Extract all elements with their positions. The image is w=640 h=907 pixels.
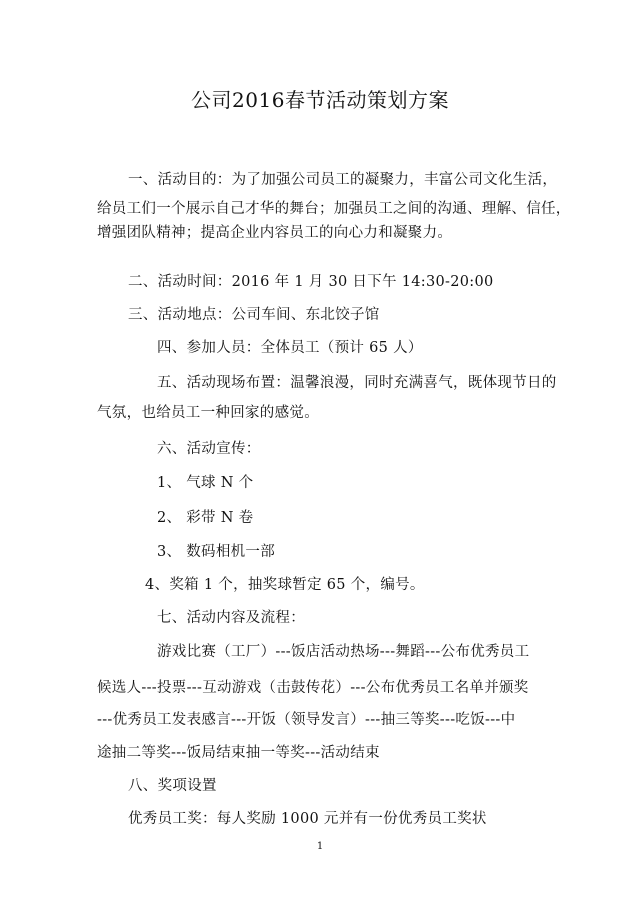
- document-title: 公司2016春节活动策划方案: [191, 88, 449, 112]
- list-item-ribbons: 2、 彩带 N 卷: [157, 510, 254, 526]
- paragraph-awards-heading: 八、奖项设置: [128, 778, 217, 794]
- paragraph-purpose-line-3: 增强团队精神；提高企业内容员工的向心力和凝聚力。: [97, 225, 453, 241]
- list-item-balloons: 1、 气球 N 个: [157, 475, 254, 491]
- paragraph-venue-line-1: 五、活动现场布置：温馨浪漫，同时充满喜气，既体现节日的: [157, 375, 557, 391]
- paragraph-flow-line-2: 候选人---投票---互动游戏（击鼓传花）---公布优秀员工名单并颁奖: [97, 680, 529, 696]
- paragraph-participants: 四、参加人员：全体员工（预计 65 人）: [157, 340, 423, 356]
- list-item-lottery-box: 4、奖箱 1 个，抽奖球暂定 65 个，编号。: [145, 577, 425, 593]
- paragraph-venue-line-2: 气氛，也给员工一种回家的感觉。: [97, 405, 319, 421]
- paragraph-purpose-line-1: 一、活动目的：为了加强公司员工的凝聚力，丰富公司文化生活，: [128, 172, 558, 188]
- paragraph-content-heading: 七、活动内容及流程：: [157, 610, 305, 626]
- paragraph-awards-detail: 优秀员工奖：每人奖励 1000 元并有一份优秀员工奖状: [128, 811, 487, 827]
- paragraph-flow-line-3: ---优秀员工发表感言---开饭（领导发言）---抽三等奖---吃饭---中: [97, 712, 516, 728]
- paragraph-location: 三、活动地点：公司车间、东北饺子馆: [128, 307, 380, 323]
- paragraph-flow-line-1: 游戏比赛（工厂）---饭店活动热场---舞蹈---公布优秀员工: [157, 644, 530, 660]
- paragraph-flow-line-4: 途抽二等奖---饭局结束抽一等奖---活动结束: [97, 745, 380, 761]
- paragraph-time: 二、活动时间：2016 年 1 月 30 日下午 14:30-20:00: [128, 274, 494, 290]
- page-number: 1: [316, 841, 324, 852]
- paragraph-promotion-heading: 六、活动宣传：: [157, 441, 261, 457]
- list-item-camera: 3、 数码相机一部: [157, 544, 276, 560]
- paragraph-purpose-line-2: 给员工们一个展示自己才华的舞台；加强员工之间的沟通、理解、信任，: [97, 201, 571, 217]
